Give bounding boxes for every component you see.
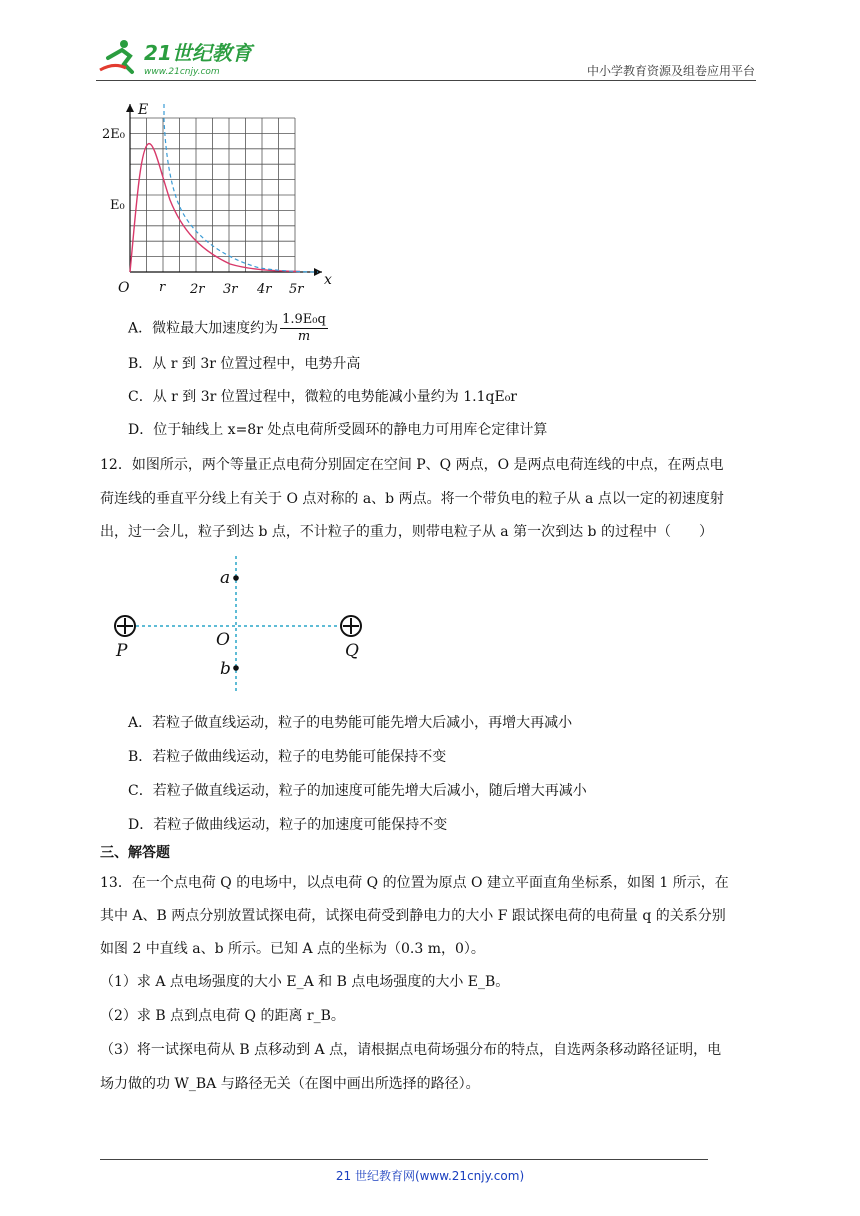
x-tick-3r: 3r <box>223 282 238 296</box>
q11-option-a-text: A．微粒最大加速度约为 <box>128 320 279 337</box>
q11-option-b: B．从 r 到 3r 位置过程中，电势升高 <box>128 356 361 372</box>
q12-stem-line1: 12．如图所示，两个等量正点电荷分别固定在空间 P、Q 两点，O 是两点电荷连线的中点，在两点电 <box>100 457 724 473</box>
x-tick-r: r <box>159 280 166 295</box>
x-axis-label: x <box>324 272 332 288</box>
logo-url: www.21cnjy.com <box>144 67 220 77</box>
fraction-denominator: m <box>297 329 311 344</box>
q12-stem-line2: 荷连线的垂直平分线上有关于 O 点对称的 a、b 两点。将一个带负电的粒子从 a 点以一定的初速度射 <box>100 491 724 507</box>
footer-link[interactable]: 21 世纪教育网(www.21cnjy.com) <box>335 1169 525 1183</box>
x-tick-2r: 2r <box>190 282 205 296</box>
q13-part2: （2）求 B 点到点电荷 Q 的距离 r_B。 <box>100 1008 345 1024</box>
x-tick-5r: 5r <box>289 282 304 296</box>
site-logo <box>96 34 276 78</box>
section-heading: 三、解答题 <box>100 845 170 861</box>
q12-option-c: C．若粒子做直线运动，粒子的加速度可能先增大后减小，随后增大再减小 <box>128 783 587 799</box>
label-o: O <box>216 630 230 650</box>
q12-stem-line3: 出，过一会儿，粒子到达 b 点，不计粒子的重力，则带电粒子从 a 第一次到达 b 的过程中（ ） <box>100 524 713 540</box>
q13-part3-line1: （3）将一试探电荷从 B 点移动到 A 点，请根据点电荷场强分布的特点，自选两条移动路径证明，电 <box>100 1042 722 1058</box>
q12-option-a: A．若粒子做直线运动，粒子的电势能可能先增大后减小，再增大再减小 <box>128 715 573 731</box>
q12-option-b: B．若粒子做曲线运动，粒子的电势能可能保持不变 <box>128 749 447 765</box>
label-q: Q <box>345 641 359 661</box>
x-tick-4r: 4r <box>257 282 272 296</box>
logo-text: 21世纪教育 <box>144 41 252 65</box>
origin-label: O <box>118 280 130 296</box>
q13-part1: （1）求 A 点电场强度的大小 E_A 和 B 点电场强度的大小 E_B。 <box>100 974 510 990</box>
field-curve-solid <box>130 144 300 272</box>
footer-divider <box>100 1159 708 1160</box>
q11-option-d: D．位于轴线上 x=8r 处点电荷所受圆环的静电力可用库仑定律计算 <box>128 422 548 438</box>
charge-p-icon <box>115 616 135 636</box>
q12-option-d: D．若粒子做曲线运动，粒子的加速度可能保持不变 <box>128 817 448 833</box>
site-name: 中小学教育资源及组卷应用平台 <box>586 64 755 78</box>
charge-q-icon <box>341 616 361 636</box>
label-b: b <box>220 659 231 679</box>
header-divider <box>96 80 756 81</box>
label-a: a <box>220 568 231 588</box>
y-tick-2e0: 2E₀ <box>102 127 125 142</box>
point-b-dot <box>233 665 239 671</box>
q13-stem-line3: 如图 2 中直线 a、b 所示。已知 A 点的坐标为（0.3 m，0）。 <box>100 941 485 957</box>
q11-option-c: C．从 r 到 3r 位置过程中，微粒的电势能减小量约为 1.1qE₀r <box>128 389 518 405</box>
y-tick-e0: E₀ <box>110 198 125 213</box>
q13-part3-line2: 场力做的功 W_BA 与路径无关（在图中画出所选择的路径）。 <box>100 1076 480 1092</box>
charges-figure <box>108 552 378 694</box>
q13-stem-line2: 其中 A、B 两点分别放置试探电荷，试探电荷受到静电力的大小 F 跟试探电荷的电荷量 q 的关系分别 <box>100 908 726 924</box>
q13-stem-line1: 13．在一个点电荷 Q 的电场中，以点电荷 Q 的位置为原点 O 建立平面直角坐标系，如图 1 所示，在 <box>100 875 729 891</box>
runner-icon <box>100 40 132 72</box>
q11-option-a <box>128 312 328 345</box>
q11-option-a-fraction <box>280 312 328 345</box>
label-p: P <box>116 641 128 661</box>
point-a-dot <box>233 575 239 581</box>
y-axis-label: E <box>138 102 149 118</box>
e-x-graph <box>100 100 340 296</box>
fraction-numerator: 1.9E₀q <box>282 312 326 327</box>
